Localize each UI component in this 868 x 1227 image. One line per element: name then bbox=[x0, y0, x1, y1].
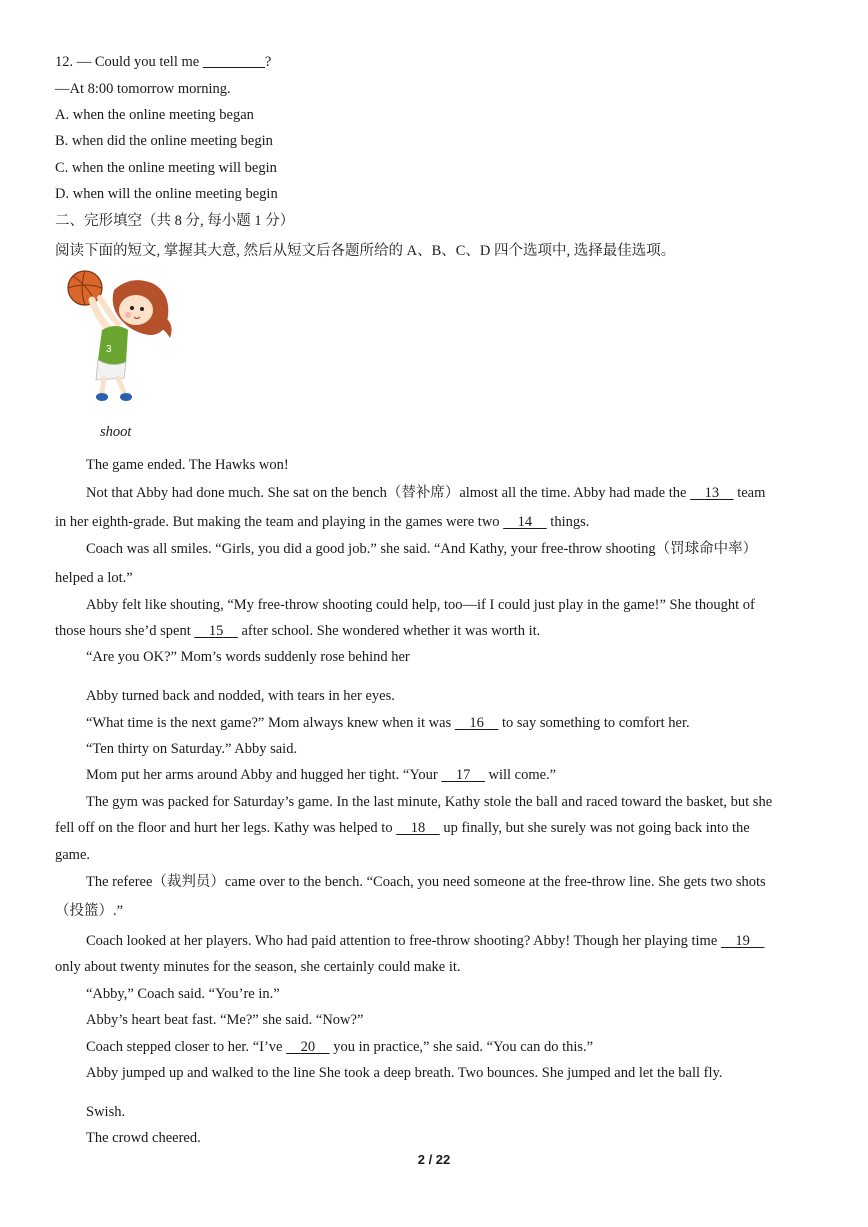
passage-text: fell off on the floor and hurt her legs. Kathy was helped to bbox=[55, 820, 393, 836]
blank-number: 13 bbox=[704, 485, 720, 501]
passage-paragraph-3-line-1: Coach was all smiles. “Girls, you did a good job.” she said. “And Kathy, your free-throw shooting（罚球命中率） bbox=[86, 541, 758, 557]
blank-15 bbox=[194, 623, 238, 639]
image-caption: shoot bbox=[100, 424, 132, 440]
option-c: C. when the online meeting will begin bbox=[55, 160, 277, 176]
passage-text: will come.” bbox=[488, 767, 557, 783]
passage-text: team bbox=[737, 485, 766, 501]
blank-13 bbox=[690, 485, 734, 501]
passage-text: Coach looked at her players. Who had paid attention to free-throw shooting? Abby! Though her playing time bbox=[86, 933, 718, 949]
question-12-mark: ? bbox=[264, 54, 272, 70]
svg-text:3: 3 bbox=[106, 344, 112, 355]
passage-text: those hours she’d spent bbox=[55, 623, 191, 639]
blank-14 bbox=[503, 514, 547, 530]
passage-text: you in practice,” she said. “You can do this.” bbox=[333, 1039, 594, 1055]
passage-text: up finally, but she surely was not going back into the bbox=[443, 820, 750, 836]
blank-number: 20 bbox=[300, 1039, 316, 1055]
option-d: D. when will the online meeting begin bbox=[55, 186, 278, 202]
passage-text: Coach stepped closer to her. “I’ve bbox=[86, 1039, 283, 1055]
question-12-answer: —At 8:00 tomorrow morning. bbox=[55, 81, 231, 97]
blank-number: 17 bbox=[455, 767, 471, 783]
passage-paragraph-12-line-2: only about twenty minutes for the season, she certainly could make it. bbox=[55, 959, 461, 975]
passage-text: “What time is the next game?” Mom always knew when it was bbox=[86, 715, 452, 731]
passage-paragraph-16: Abby jumped up and walked to the line She took a deep breath. Two bounces. She jumped and let the ball fly. bbox=[86, 1065, 723, 1081]
page-number: 2 / 22 bbox=[417, 1152, 451, 1167]
passage-paragraph-9 bbox=[86, 766, 556, 784]
blank-number: 19 bbox=[735, 933, 750, 949]
passage-paragraph-10-line-3: game. bbox=[55, 847, 91, 863]
passage-paragraph-17: Swish. bbox=[86, 1104, 126, 1120]
blank-number: 18 bbox=[410, 820, 426, 836]
blank-19 bbox=[721, 933, 765, 949]
blank-17 bbox=[441, 767, 485, 783]
passage-text: after school. She wondered whether it was worth it. bbox=[241, 623, 541, 639]
answer-blank bbox=[203, 53, 265, 68]
passage-paragraph-6: Abby turned back and nodded, with tears in her eyes. bbox=[86, 688, 395, 704]
passage-text: Not that Abby had done much. She sat on the bench（替补席）almost all the time. Abby had made the bbox=[86, 485, 687, 501]
passage-paragraph-18: The crowd cheered. bbox=[86, 1130, 201, 1146]
passage-paragraph-7 bbox=[86, 714, 690, 732]
blank-16 bbox=[455, 715, 499, 731]
passage-paragraph-5: “Are you OK?” Mom’s words suddenly rose behind her bbox=[86, 649, 410, 665]
passage-paragraph-2-line-1 bbox=[86, 484, 765, 502]
blank-18 bbox=[396, 820, 440, 836]
passage-paragraph-2-line-2 bbox=[55, 513, 589, 531]
passage-paragraph-11-line-2: （投篮）.” bbox=[55, 903, 124, 919]
blank-20 bbox=[286, 1039, 330, 1055]
passage-paragraph-10-line-1: The gym was packed for Saturday’s game. In the last minute, Kathy stole the ball and raced toward the basket, but she bbox=[86, 794, 773, 810]
section-heading: 二、完形填空（共 8 分, 每小题 1 分） bbox=[55, 213, 295, 229]
question-12-stem bbox=[55, 53, 271, 71]
passage-paragraph-13: “Abby,” Coach said. “You’re in.” bbox=[86, 986, 280, 1002]
passage-paragraph-12-line-1 bbox=[86, 932, 764, 950]
passage-paragraph-10-line-2 bbox=[55, 819, 750, 837]
option-b: B. when did the online meeting begin bbox=[55, 133, 273, 149]
passage-paragraph-14: Abby’s heart beat fast. “Me?” she said. “Now?” bbox=[86, 1012, 364, 1028]
passage-paragraph-3-line-2: helped a lot.” bbox=[55, 570, 133, 586]
passage-paragraph-8: “Ten thirty on Saturday.” Abby said. bbox=[86, 741, 298, 757]
blank-number: 16 bbox=[469, 715, 484, 731]
question-12-text: 12. — Could you tell me bbox=[55, 54, 200, 70]
passage-paragraph-15 bbox=[86, 1038, 593, 1056]
girl-shooting-basketball-illustration bbox=[62, 268, 180, 408]
blank-number: 15 bbox=[208, 623, 224, 639]
passage-paragraph-11-line-1: The referee（裁判员）came over to the bench. “Coach, you need someone at the free-throw line. She gets two shots bbox=[86, 874, 766, 890]
passage-text: in her eighth-grade. But making the team and playing in the games were two bbox=[55, 514, 500, 530]
option-a: A. when the online meeting began bbox=[55, 107, 254, 123]
passage-paragraph-4-line-2 bbox=[55, 622, 540, 640]
passage-text: things. bbox=[550, 514, 590, 530]
blank-number: 14 bbox=[517, 514, 533, 530]
passage-text: Mom put her arms around Abby and hugged her tight. “Your bbox=[86, 767, 438, 783]
passage-text: to say something to comfort her. bbox=[501, 715, 690, 731]
passage-paragraph-4-line-1: Abby felt like shouting, “My free-throw shooting could help, too—if I could just play in the game!” She thought of bbox=[86, 597, 755, 613]
passage-paragraph-1: The game ended. The Hawks won! bbox=[86, 457, 289, 473]
section-instruction: 阅读下面的短文, 掌握其大意, 然后从短文后各题所给的 A、B、C、D 四个选项中, 选择最佳选项。 bbox=[55, 243, 676, 259]
